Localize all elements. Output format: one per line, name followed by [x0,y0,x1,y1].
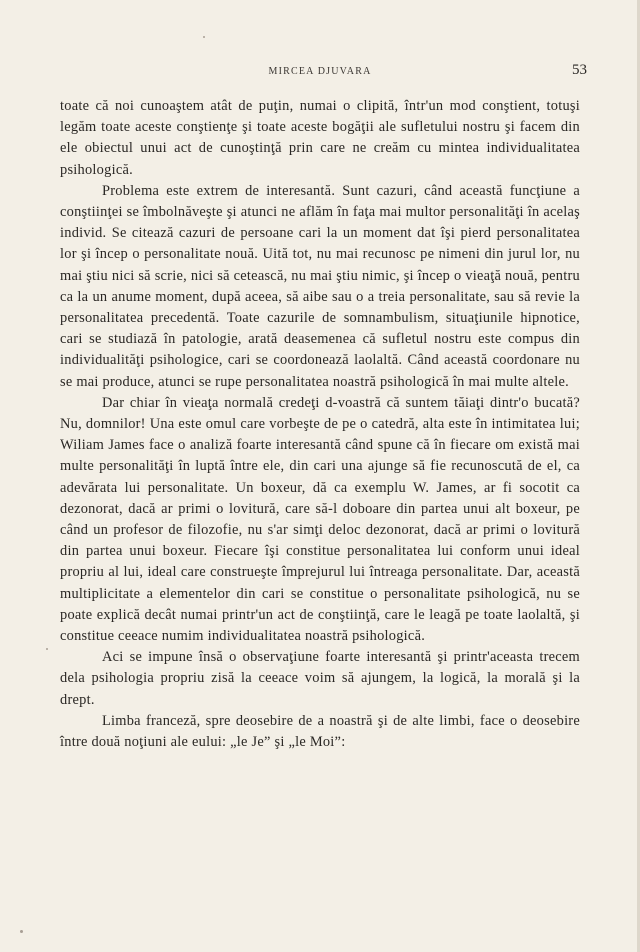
page-header [60,62,587,84]
body-text [60,96,580,753]
running-head: MIRCEA DJUVARA [268,66,372,77]
paragraph-5: Limba franceză, spre deosebire de a noastră şi de alte limbi, face o deosebire între două noţiuni ale eului: „le Je” şi „le Moi”: [60,712,580,751]
paper-speck [203,36,205,38]
paragraph-1: toate că noi cunoaştem atât de puţin, numai o clipită, într'un mod conştient, totuşi legăm toate aceste conştienţe şi toate aceste bogăţii ale sufletului nostru şi facem din ele obiectul unui act de cunoştinţă prin care ne creăm cu mintea individualitatea psihologică. [60,98,580,178]
paper-speck [46,648,48,650]
paper-speck [20,930,23,933]
paragraph-2: Problema este extrem de interesantă. Sunt cazuri, când această funcţiune a conştiinţei se îmbolnăveşte şi atunci ne aflăm în faţa mai multor personalităţi în acelaş individ. Se citează cazuri de persoane cari la un moment dat îşi pierd personalitatea lor şi încep o personalitate nouă. Uită tot, nu mai recunosc pe nimeni din jurul lor, nu mai ştiu nici să scrie, nici să cetească, nu mai ştiu nimic, şi încep o vieaţă nouă, pentru ca la un anume moment, după aceea, să aibe sau o a treia personalitate, sau să revie la personalitatea precedentă. Toate cazurile de somnambulism, situaţiunile hipnotice, cari se studiază în patologie, arată deasemenea că sufletul nostru este compus din individualităţi psihologice, cari se coordonează laolaltă. Când această coordonare nu se mai produce, atunci se rupe personalitatea noastră psihologică în mai multe altele. [60,182,580,390]
page-number: 53 [572,62,587,78]
paragraph-4: Aci se impune însă o observaţiune foarte interesantă şi printr'aceasta trecem dela psihologia propriu zisă la ceeace voim să ajungem, la logică, la morală şi la drept. [60,649,580,708]
paragraph-3: Dar chiar în vieaţa normală credeţi d-voastră că suntem tăiaţi dintr'o bucată? Nu, domnilor! Una este omul care vorbeşte de pe o catedră, alta este în intimitatea lui; Wiliam James face o analiză foarte interesantă când spune că în fiecare om există mai multe personalităţi în luptă între ele, din cari una ajunge să fie recunoscută de el, ca adevărata lui personalitate. Un boxeur, dă ca exemplu W. James, ar fi socotit ca dezonorat, dacă ar primi o lovitură, care să-l doboare din partea unui alt boxeur, pe când un profesor de filozofie, nu s'ar simţi deloc dezonorat, dacă ar primi o lovitură din partea unui boxeur. Fiecare îşi constitue personalitatea lui conform unui ideal propriu al lui, ideal care construeşte împrejurul lui întreaga personalitate. Dar, această multiplicitate a elementelor din cari se constitue o personalitate psihologică, nu se poate explică decât numai printr'un act de conştiinţă, care le leagă pe toate laolaltă, şi constitue ceeace numim individualitatea noastră psihologică. [60,394,580,645]
